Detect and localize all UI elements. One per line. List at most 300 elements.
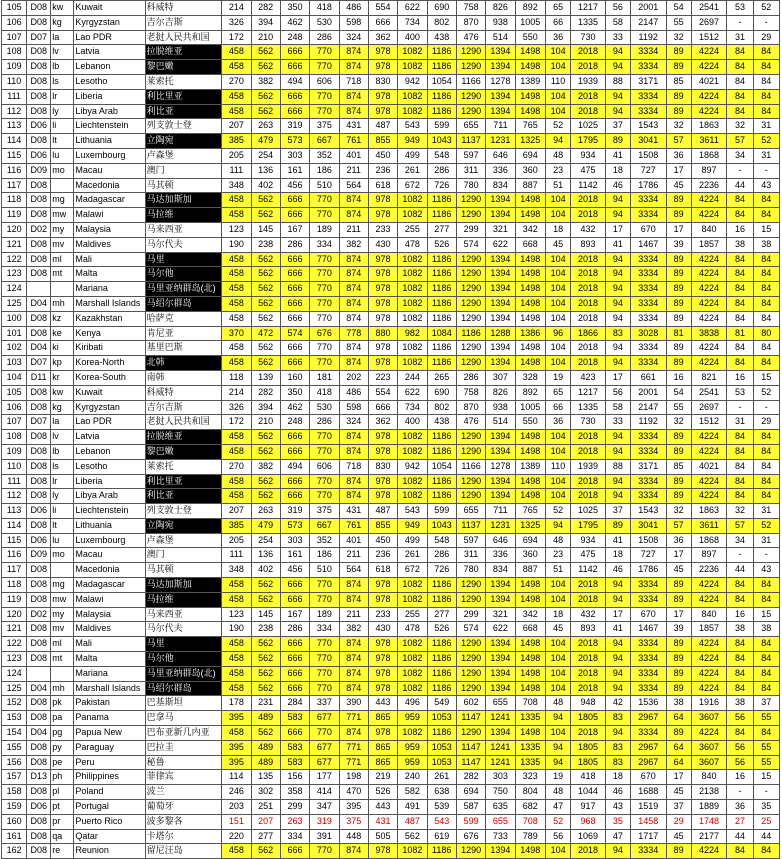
rate-cell: 670 (630, 607, 666, 622)
row-number-cell: 107 (2, 30, 27, 45)
rate-cell: 489 (251, 711, 280, 726)
rate-cell: 892 (515, 385, 545, 400)
rate-cell: 564 (339, 563, 368, 578)
rate-cell: 646 (486, 148, 515, 163)
rate-cell: 734 (398, 400, 427, 415)
country-code-cell: my (51, 222, 74, 237)
rate-cell: 618 (368, 563, 397, 578)
rate-cell: 246 (222, 785, 251, 800)
rate-cell: 277 (427, 222, 456, 237)
rate-cell: 4224 (691, 681, 727, 696)
rate-cell: 1394 (486, 592, 515, 607)
rate-cell: 311 (456, 163, 485, 178)
rate-cell: 430 (368, 237, 397, 252)
rate-cell: 562 (251, 844, 280, 859)
rate-cell: 52 (546, 814, 571, 829)
zone-cell: D04 (27, 341, 51, 356)
rate-cell: 574 (456, 622, 485, 637)
rate-cell: 1857 (691, 622, 727, 637)
rate-cell: 562 (251, 311, 280, 326)
rate-cell: 19 (546, 770, 571, 785)
country-name-cell: Maldives (74, 622, 145, 637)
rate-cell: 564 (339, 178, 368, 193)
rate-cell: 1805 (571, 711, 606, 726)
rate-cell: 1084 (427, 326, 456, 341)
rate-cell: 978 (368, 726, 397, 741)
rate-cell: 1147 (456, 755, 485, 770)
rate-cell: 17 (605, 607, 630, 622)
country-name-cn-cell: 马拉维 (145, 592, 222, 607)
rate-cell: 89 (666, 592, 691, 607)
rate-cell: 32 (727, 504, 753, 519)
rate-cell: 1786 (630, 563, 666, 578)
rate-cell: 2018 (571, 356, 606, 371)
rate-cell: 1241 (486, 711, 515, 726)
rate-cell: 84 (753, 652, 779, 667)
table-row (2, 726, 780, 741)
zone-cell: D08 (27, 326, 51, 341)
rate-cell: 84 (727, 637, 753, 652)
rate-cell: 450 (368, 533, 397, 548)
country-name-cell: Lithuania (74, 134, 145, 149)
rate-cell: 1082 (398, 578, 427, 593)
rate-cell: 54 (666, 1, 691, 16)
rate-cell: 3607 (691, 755, 727, 770)
rate-cell: 360 (515, 163, 545, 178)
rate-cell: 718 (339, 459, 368, 474)
row-number-cell: 110 (2, 459, 27, 474)
rate-cell: 94 (605, 666, 630, 681)
table-row (2, 711, 780, 726)
rate-cell: 1290 (456, 637, 485, 652)
rate-cell: 84 (727, 89, 753, 104)
rate-cell: 758 (456, 1, 485, 16)
rate-cell: 89 (605, 518, 630, 533)
rate-cell: 94 (605, 208, 630, 223)
rate-cell: 1498 (515, 208, 545, 223)
country-name-cell: Paraguay (74, 740, 145, 755)
rate-cell: 770 (310, 474, 339, 489)
rate-cell: 1186 (427, 474, 456, 489)
country-name-cell: Lao PDR (74, 30, 145, 45)
country-code-cell: la (51, 30, 74, 45)
rate-cell: 458 (222, 726, 251, 741)
rate-cell: 432 (571, 222, 606, 237)
rate-cell: 733 (486, 829, 515, 844)
table-row (2, 459, 780, 474)
country-name-cell: Malaysia (74, 222, 145, 237)
rate-cell: 37 (605, 119, 630, 134)
rate-cell: 2967 (630, 711, 666, 726)
rate-cell: 94 (605, 592, 630, 607)
rate-cell: 666 (280, 45, 309, 60)
rate-cell: 205 (222, 533, 251, 548)
rate-cell: 666 (280, 252, 309, 267)
rate-cell: 1043 (427, 518, 456, 533)
rate-cell: 84 (727, 193, 753, 208)
rate-cell: 3334 (630, 104, 666, 119)
rate-cell: 394 (251, 400, 280, 415)
rate-cell: 456 (280, 563, 309, 578)
rate-cell: 198 (339, 770, 368, 785)
row-number-cell: 124 (2, 282, 27, 297)
rate-cell: 3334 (630, 666, 666, 681)
country-name-cn-cell: 列支敦士登 (145, 119, 222, 134)
rate-cell: 1186 (427, 267, 456, 282)
rate-cell: 1186 (427, 444, 456, 459)
rate-cell: 4224 (691, 341, 727, 356)
rate-cell: 1498 (515, 104, 545, 119)
rate-cell: 89 (666, 296, 691, 311)
rate-cell: 177 (310, 770, 339, 785)
country-name-cn-cell: 卢森堡 (145, 148, 222, 163)
rate-cell: 1005 (515, 400, 545, 415)
rate-cell: 1467 (630, 237, 666, 252)
rate-cell: 562 (251, 208, 280, 223)
rate-cell: 771 (339, 711, 368, 726)
rate-cell: 136 (251, 163, 280, 178)
rate-cell: 1290 (456, 104, 485, 119)
rate-cell: 25 (753, 814, 779, 829)
zone-cell (27, 282, 51, 297)
rate-cell: 270 (222, 459, 251, 474)
rate-cell: 582 (398, 785, 427, 800)
rate-cell: 190 (222, 622, 251, 637)
row-number-cell: 121 (2, 237, 27, 252)
country-code-cell: mt (51, 267, 74, 282)
table-row (2, 504, 780, 519)
rate-cell: - (727, 15, 753, 30)
rate-cell: 33 (605, 415, 630, 430)
rate-cell: 3334 (630, 681, 666, 696)
rate-cell: 3607 (691, 740, 727, 755)
rate-cell: 562 (251, 666, 280, 681)
rate-cell: 548 (427, 148, 456, 163)
country-name-cn-cell: 南韩 (145, 370, 222, 385)
rate-cell: 562 (251, 45, 280, 60)
country-code-cell: mt (51, 652, 74, 667)
rate-cell: 470 (339, 785, 368, 800)
rate-cell: 3334 (630, 296, 666, 311)
rate-cell: 414 (310, 785, 339, 800)
rate-cell: 666 (280, 474, 309, 489)
rate-cell: 431 (368, 814, 397, 829)
rate-cell: 597 (456, 148, 485, 163)
rate-cell: 770 (310, 666, 339, 681)
zone-cell: D08 (27, 45, 51, 60)
rate-cell: - (753, 15, 779, 30)
rate-cell: 978 (368, 844, 397, 859)
rate-cell: 23 (546, 163, 571, 178)
rate-cell: 834 (486, 178, 515, 193)
rate-cell: 2018 (571, 193, 606, 208)
country-name-cell: Reunion (74, 844, 145, 859)
rate-cell: 214 (222, 385, 251, 400)
rate-cell: 1394 (486, 652, 515, 667)
rate-cell: 2018 (571, 681, 606, 696)
rate-cell: 562 (251, 430, 280, 445)
rate-cell: 94 (605, 282, 630, 297)
rate-cell: 29 (753, 415, 779, 430)
rate-cell: 36 (666, 533, 691, 548)
zone-cell: D08 (27, 1, 51, 16)
rate-cell: 874 (339, 193, 368, 208)
rate-cell: 897 (691, 548, 727, 563)
rate-cell: 1082 (398, 208, 427, 223)
row-number-cell: 106 (2, 400, 27, 415)
rate-cell: - (727, 785, 753, 800)
rate-cell: 874 (339, 89, 368, 104)
rate-cell: 478 (398, 237, 427, 252)
rate-cell: 104 (546, 296, 571, 311)
country-name-cn-cell: 秘鲁 (145, 755, 222, 770)
rate-cell: 15 (753, 770, 779, 785)
rate-cell: 840 (691, 607, 727, 622)
rate-cell: 84 (753, 252, 779, 267)
rate-cell: 761 (339, 134, 368, 149)
rate-cell: 375 (310, 504, 339, 519)
rate-cell: 1043 (427, 134, 456, 149)
rate-cell: 1192 (630, 415, 666, 430)
rate-cell: 4224 (691, 356, 727, 371)
rate-cell: 4224 (691, 45, 727, 60)
zone-cell: D08 (27, 459, 51, 474)
rate-cell: 45 (666, 785, 691, 800)
rate-cell: 94 (605, 489, 630, 504)
rate-cell: 1186 (427, 578, 456, 593)
rate-cell: 1290 (456, 652, 485, 667)
rate-cell: 1498 (515, 60, 545, 75)
zone-cell: D04 (27, 726, 51, 741)
rate-cell: 1082 (398, 89, 427, 104)
zone-cell: D08 (27, 652, 51, 667)
rate-cell: 770 (310, 60, 339, 75)
rate-cell: 1498 (515, 282, 545, 297)
rate-cell: 81 (666, 326, 691, 341)
country-name-cell: Kiribati (74, 341, 145, 356)
rate-cell: 472 (251, 326, 280, 341)
rate-cell: 978 (368, 311, 397, 326)
rate-cell: 4224 (691, 844, 727, 859)
row-number-cell: 116 (2, 163, 27, 178)
rate-cell: 89 (666, 89, 691, 104)
country-code-cell: kr (51, 370, 74, 385)
rate-cell: 1394 (486, 444, 515, 459)
rate-cell: 562 (251, 652, 280, 667)
country-code-cell: ki (51, 341, 74, 356)
rate-cell: 1290 (456, 282, 485, 297)
rate-cell: 770 (310, 45, 339, 60)
rate-cell: 35 (605, 814, 630, 829)
rate-cell: 84 (727, 74, 753, 89)
rate-cell: 1394 (486, 208, 515, 223)
rate-cell: 770 (310, 104, 339, 119)
rate-cell: 666 (280, 60, 309, 75)
rate-cell: 29 (666, 814, 691, 829)
country-code-cell: mw (51, 208, 74, 223)
country-name-cn-cell: 马来西亚 (145, 607, 222, 622)
country-name-cell: Lao PDR (74, 415, 145, 430)
rate-cell: 1498 (515, 637, 545, 652)
rate-cell: 41 (605, 237, 630, 252)
rate-cell: 1005 (515, 15, 545, 30)
table-row (2, 385, 780, 400)
rate-cell: 718 (339, 74, 368, 89)
country-name-cn-cell: 巴基斯坦 (145, 696, 222, 711)
country-code-cell: my (51, 607, 74, 622)
zone-cell: D08 (27, 755, 51, 770)
rate-cell: 1868 (691, 533, 727, 548)
table-row (2, 178, 780, 193)
rate-cell: 1290 (456, 592, 485, 607)
rate-cell: 548 (427, 533, 456, 548)
rate-cell: 450 (368, 148, 397, 163)
rate-cell: 598 (339, 15, 368, 30)
rate-cell: 207 (222, 504, 251, 519)
table-row (2, 45, 780, 60)
rate-cell: 55 (753, 755, 779, 770)
rate-cell: 770 (310, 726, 339, 741)
rate-cell: 1186 (456, 326, 485, 341)
country-name-cell: Papua New (74, 726, 145, 741)
zone-cell: D08 (27, 208, 51, 223)
rate-cell: 32 (666, 415, 691, 430)
zone-cell: D06 (27, 119, 51, 134)
rate-cell: 1863 (691, 504, 727, 519)
rate-cell: 323 (515, 770, 545, 785)
rate-cell: 666 (280, 666, 309, 681)
country-name-cn-cell: 马里 (145, 637, 222, 652)
rate-cell: 1186 (427, 193, 456, 208)
rate-cell: 31 (727, 415, 753, 430)
rate-cell: 89 (666, 60, 691, 75)
rate-cell: 1394 (486, 489, 515, 504)
rate-cell: 1290 (456, 444, 485, 459)
rate-cell: 1458 (630, 814, 666, 829)
rate-cell: 1069 (571, 829, 606, 844)
rate-cell: 84 (727, 208, 753, 223)
rate-cell: 942 (398, 74, 427, 89)
rate-cell: 874 (339, 45, 368, 60)
rate-cell: 726 (427, 178, 456, 193)
country-name-cell: Libya Arab (74, 489, 145, 504)
zone-cell: D08 (27, 844, 51, 859)
row-number-cell: 125 (2, 296, 27, 311)
rate-cell: 145 (251, 222, 280, 237)
rate-cell: 638 (427, 785, 456, 800)
rate-cell: 42 (605, 696, 630, 711)
rate-cell: 58 (605, 400, 630, 415)
table-row (2, 415, 780, 430)
country-code-cell: mg (51, 193, 74, 208)
rate-cell: 48 (546, 696, 571, 711)
rate-cell: 418 (571, 770, 606, 785)
rate-cell: 494 (280, 459, 309, 474)
rate-cell: 1186 (427, 311, 456, 326)
rate-cell: 104 (546, 592, 571, 607)
rate-cell: 319 (280, 119, 309, 134)
rate-cell: 1192 (630, 30, 666, 45)
rate-cell: 666 (368, 400, 397, 415)
rate-cell: 1186 (427, 296, 456, 311)
row-number-cell: 156 (2, 755, 27, 770)
rate-cell: 1082 (398, 282, 427, 297)
zone-cell: D08 (27, 518, 51, 533)
rate-cell: - (753, 785, 779, 800)
rate-cell: - (753, 400, 779, 415)
rate-cell: 84 (753, 356, 779, 371)
rate-cell: 458 (222, 89, 251, 104)
rate-cell: 874 (339, 282, 368, 297)
rate-cell: 145 (251, 607, 280, 622)
rate-cell: 1498 (515, 681, 545, 696)
rate-cell: 4224 (691, 444, 727, 459)
rate-cell: 599 (427, 504, 456, 519)
country-code-cell: lb (51, 444, 74, 459)
rate-cell: 84 (753, 341, 779, 356)
rate-cell: 2018 (571, 489, 606, 504)
country-code-cell: pa (51, 711, 74, 726)
zone-cell: D08 (27, 104, 51, 119)
rate-cell: 554 (368, 385, 397, 400)
rate-cell: 55 (753, 740, 779, 755)
rate-cell: 874 (339, 844, 368, 859)
country-name-cn-cell: 拉脱维亚 (145, 430, 222, 445)
rate-cell: 231 (251, 696, 280, 711)
country-name-cn-cell: 吉尔吉斯 (145, 400, 222, 415)
rate-cell: 94 (605, 104, 630, 119)
rate-cell: 94 (605, 681, 630, 696)
rate-cell: 770 (310, 282, 339, 297)
rate-cell: 1290 (456, 60, 485, 75)
rate-cell: 418 (310, 1, 339, 16)
rate-cell: 770 (310, 193, 339, 208)
country-name-cell: Madagascar (74, 193, 145, 208)
rate-cell: 2236 (691, 563, 727, 578)
rate-cell: 499 (398, 148, 427, 163)
rate-cell: 3334 (630, 489, 666, 504)
rate-cell: 655 (456, 119, 485, 134)
rate-cell: 1186 (427, 681, 456, 696)
rate-cell: 84 (753, 89, 779, 104)
rate-cell: 865 (368, 711, 397, 726)
rate-cell: 94 (605, 311, 630, 326)
country-name-cn-cell: 马里 (145, 252, 222, 267)
country-name-cell: Lesotho (74, 74, 145, 89)
rate-cell: 299 (456, 222, 485, 237)
rate-cell: 526 (427, 622, 456, 637)
rate-cell: 510 (310, 178, 339, 193)
country-name-cn-cell: 马达加斯加 (145, 193, 222, 208)
country-name-cn-cell: 黎巴嫩 (145, 60, 222, 75)
rate-cell: 1082 (398, 666, 427, 681)
rate-cell: 771 (339, 755, 368, 770)
rate-cell: 948 (571, 696, 606, 711)
rate-cell: 84 (753, 489, 779, 504)
rate-cell: 2018 (571, 444, 606, 459)
rate-cell: 2147 (630, 400, 666, 415)
rate-cell: 510 (310, 563, 339, 578)
country-name-cell: Lesotho (74, 459, 145, 474)
country-name-cn-cell: 马来西亚 (145, 222, 222, 237)
rate-cell: 666 (280, 652, 309, 667)
rate-cell: 84 (727, 578, 753, 593)
rate-cell: 17 (666, 222, 691, 237)
country-code-cell: pt (51, 800, 74, 815)
rate-cell: 514 (486, 415, 515, 430)
rate-cell: 874 (339, 489, 368, 504)
table-row (2, 148, 780, 163)
